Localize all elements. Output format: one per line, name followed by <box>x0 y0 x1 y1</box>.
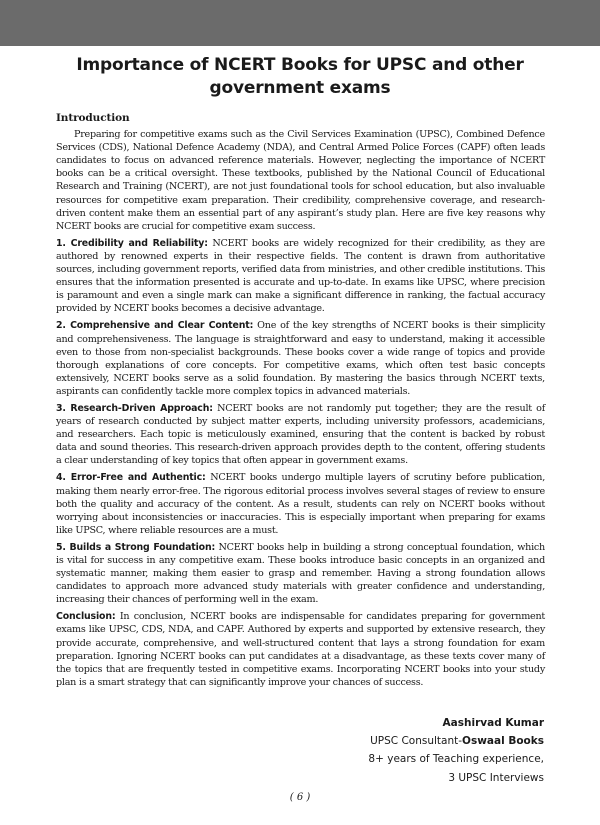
author-role <box>284 732 544 750</box>
author-brand: Oswaal Books <box>462 735 544 748</box>
introduction-paragraph: Preparing for competitive exams such as the Civil Services Examination (UPSC), Combined Defence Services (CDS), National Defence Academy (NDA), and Central Armed Police Forces (CAPF) often leads candidates to focus on advanced reference materials. However, neglecting the importance of NCERT books can be a critical oversight. These textbooks, published by the National Council of Educational Research and Training (NCERT), are not just foundational tools for school education, but also invaluable resources for competitive exam preparation. Their credibility, comprehensive coverage, and research-driven content make them an essential part of any aspirant’s study plan. Here are five key reasons why NCERT books are crucial for competitive exam success. <box>56 129 545 232</box>
section-text: NCERT books are widely recognized for their credibility, as they are authored by renowned experts in their respective fields. The content is drawn from authoritative sources, including government reports, verified data from ministries, and other credible institutions. This ensures that the information presented is accurate and up-to-date. In exams like UPSC, where precision is paramount and even a single mark can make a significant difference in ranking, the factual accuracy provided by NCERT books becomes a decisive advantage. <box>56 237 545 315</box>
section-lead: Conclusion: <box>56 611 116 623</box>
section-lead: 1. Credibility and Reliability: <box>56 237 208 249</box>
author-experience: 8+ years of Teaching experience, <box>368 753 544 766</box>
article-body <box>56 112 545 693</box>
author-signature <box>284 714 544 787</box>
section-text: One of the key strengths of NCERT books is their simplicity and comprehensiveness. The language is straightforward and easy to understand, making it accessible even to those from non-specialist backgrounds. These books cover a wide range of topics and provide thorough explanations of core concepts. For competitive exams, which often test basic concepts extensively, NCERT books serve as a solid foundation. By mastering the basics through NCERT texts, aspirants can confidently tackle more complex topics in advanced materials. <box>56 320 545 397</box>
page-title: Importance of NCERT Books for UPSC and other government exams <box>76 55 524 98</box>
section-credibility <box>56 237 545 316</box>
author-role-prefix: UPSC Consultant- <box>370 735 463 748</box>
author-interviews: 3 UPSC Interviews <box>448 771 544 784</box>
section-foundation <box>56 541 545 606</box>
section-lead: 4. Error-Free and Authentic: <box>56 472 206 484</box>
section-conclusion <box>56 610 545 689</box>
section-error-free <box>56 471 545 536</box>
section-lead: 3. Research-Driven Approach: <box>56 402 213 414</box>
page-number: ( 6 ) <box>289 792 311 803</box>
section-text: NCERT books help in building a strong conceptual foundation, which is vital for success in any competitive exam. These books introduce basic concepts in an organized and systematic manner, making them easier to grasp and remember. Having a strong foundation allows candidates to approach more advanced study materials with greater confidence and understanding, increasing their chances of performing well in the exam. <box>56 541 545 606</box>
section-comprehensive <box>56 319 545 398</box>
section-text: In conclusion, NCERT books are indispensable for candidates preparing for government exams like UPSC, CDS, NDA, and CAPF. Authored by experts and supported by extensive research, they provide accurate, comprehensive, and well-structured content that lays a strong foundation for exam preparation. Ignoring NCERT books can put candidates at a disadvantage, as these texts cover many of the topics that are frequently tested in competitive exams. Incorporating NCERT books into your study plan is a smart strategy that can significantly improve your chances of success. <box>56 611 545 688</box>
section-text: NCERT books are not randomly put together; they are the result of years of research conducted by subject matter experts, including university professors, academicians, and researchers. Each topic is meticulously examined, ensuring that the content is backed by robust data and sound theories. This research-driven approach provides depth to the content, offering students a clear understanding of key topics that often appear in government exams. <box>56 402 545 467</box>
author-name: Aashirvad Kumar <box>442 717 544 729</box>
section-text: NCERT books undergo multiple layers of scrutiny before publication, making them nearly error-free. The rigorous editorial process involves several stages of review to ensure both the quality and accuracy of the content. As a result, students can rely on NCERT books without worrying about inconsistencies or inaccuracies. This is especially important when preparing for exams like UPSC, where reliable resources are a must. <box>56 472 545 536</box>
introduction-heading: Introduction <box>56 112 130 124</box>
section-lead: 2. Comprehensive and Clear Content: <box>56 320 254 332</box>
section-research <box>56 402 545 467</box>
header-band <box>0 0 600 46</box>
section-lead: 5. Builds a Strong Foundation: <box>56 541 216 553</box>
